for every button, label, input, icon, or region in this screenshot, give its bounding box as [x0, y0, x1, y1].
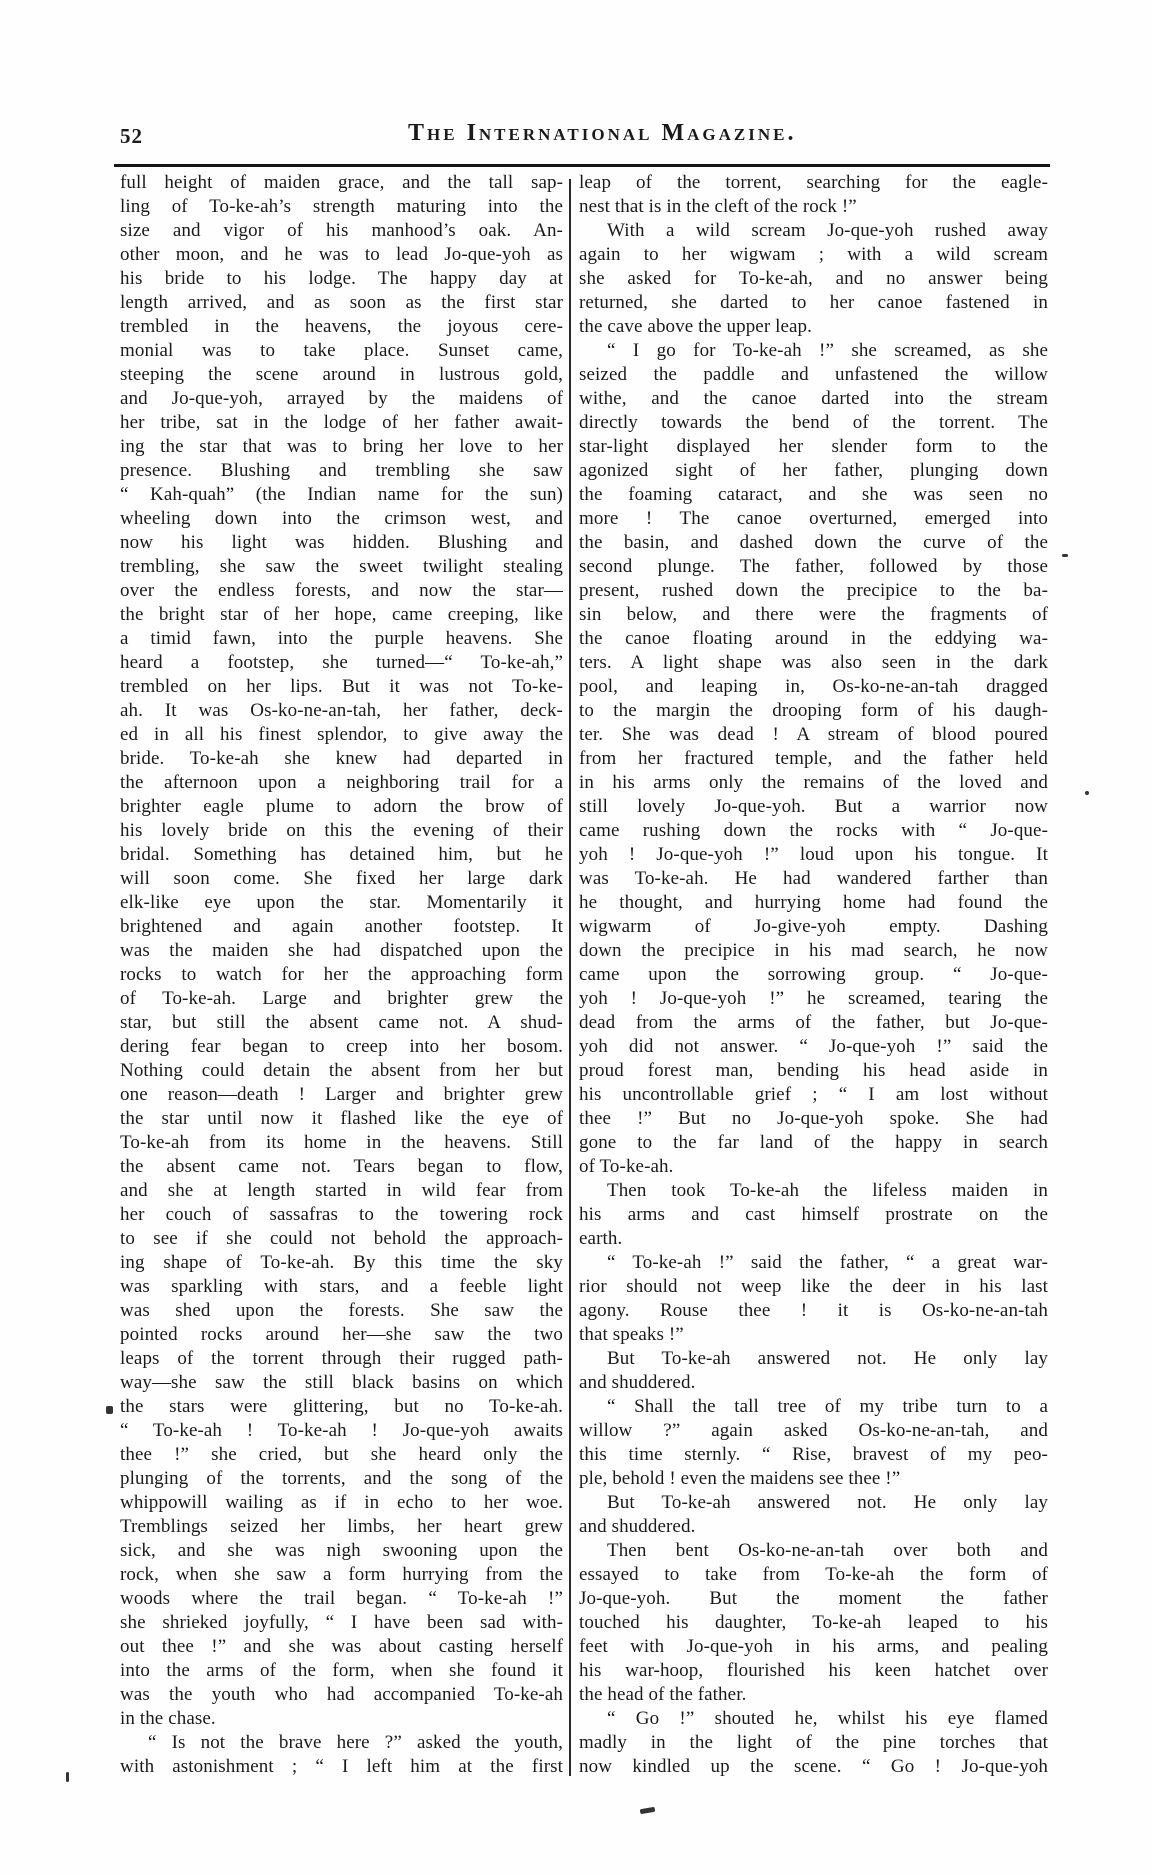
text-line: ing the star that was to bring her love to her: [120, 436, 563, 457]
text-line: still lovely Jo-que-yoh. But a warrior now: [579, 796, 1048, 817]
text-line: feet with Jo-que-yoh in his arms, and pealing: [579, 1636, 1048, 1657]
text-line: to the margin the drooping form of his daugh-: [579, 700, 1048, 721]
text-line: now kindled up the scene. “ Go ! Jo-que-yoh: [579, 1756, 1048, 1777]
text-line: ah. It was Os-ko-ne-an-tah, her father, deck-: [120, 700, 563, 721]
text-line: the afternoon upon a neighboring trail for a: [120, 772, 563, 793]
text-line: she shrieked joyfully, “ I have been sad with-: [120, 1612, 563, 1633]
text-line: ling of To-ke-ah’s strength maturing into the: [120, 196, 563, 217]
ink-speck: [1062, 554, 1068, 557]
ink-speck: [640, 1807, 656, 1815]
text-line: that speaks !”: [579, 1324, 684, 1345]
text-line: “ I go for To-ke-ah !” she screamed, as she: [607, 340, 1048, 361]
text-line: yoh ! Jo-que-yoh !” loud upon his tongue. It: [579, 844, 1048, 865]
text-line: madly in the light of the pine torches that: [579, 1732, 1048, 1753]
text-line: leap of the torrent, searching for the eagle-: [579, 172, 1048, 193]
text-line: essayed to take from To-ke-ah the form of: [579, 1564, 1048, 1585]
text-line: she asked for To-ke-ah, and no answer being: [579, 268, 1048, 289]
text-line: yoh did not answer. “ Jo-que-yoh !” said the: [579, 1036, 1048, 1057]
text-line: to see if she could not behold the approach-: [120, 1228, 563, 1249]
text-line: was To-ke-ah. He had wandered farther than: [579, 868, 1048, 889]
text-line: more ! The canoe overturned, emerged into: [579, 508, 1048, 529]
text-line: bridal. Something has detained him, but he: [120, 844, 563, 865]
text-line: in the chase.: [120, 1708, 216, 1729]
text-line: nest that is in the cleft of the rock !”: [579, 196, 857, 217]
text-line: elk-like eye upon the star. Momentarily it: [120, 892, 563, 913]
text-line: trembled in the heavens, the joyous cere-: [120, 316, 563, 337]
text-line: full height of maiden grace, and the tall sap-: [120, 172, 563, 193]
text-line: Then bent Os-ko-ne-an-tah over both and: [607, 1540, 1048, 1561]
left-text-column: [120, 171, 563, 1779]
magazine-title: The International Magazine.: [408, 120, 797, 146]
text-line: trembled on her lips. But it was not To-ke-: [120, 676, 563, 697]
text-line: “ Kah-quah” (the Indian name for the sun): [120, 484, 563, 505]
text-line: from her fractured temple, and the father held: [579, 748, 1048, 769]
text-line: one reason—death ! Larger and brighter grew: [120, 1084, 563, 1105]
text-line: will soon come. She fixed her large dark: [120, 868, 563, 889]
text-line: wheeling down into the crimson west, and: [120, 508, 563, 529]
text-line: bride. To-ke-ah she knew had departed in: [120, 748, 563, 769]
text-line: dering fear began to creep into her bosom.: [120, 1036, 563, 1057]
text-line: “ To-ke-ah ! To-ke-ah ! Jo-que-yoh awaits: [120, 1420, 563, 1441]
text-line: yoh ! Jo-que-yoh !” he screamed, tearing the: [579, 988, 1048, 1009]
text-line: heard a footstep, she turned—“ To-ke-ah,”: [120, 652, 563, 673]
text-line: came rushing down the rocks with “ Jo-que-: [579, 820, 1048, 841]
right-text-column: [579, 171, 1048, 1779]
text-line: ter. She was dead ! A stream of blood poured: [579, 724, 1048, 745]
text-line: plunging of the torrents, and the song of the: [120, 1468, 563, 1489]
text-line: star-light displayed her slender form to the: [579, 436, 1048, 457]
ink-speck: [1085, 791, 1089, 795]
text-line: With a wild scream Jo-que-yoh rushed away: [607, 220, 1048, 241]
text-line: proud forest man, bending his head aside in: [579, 1060, 1048, 1081]
text-line: agonized sight of her father, plunging down: [579, 460, 1048, 481]
text-line: was the maiden she had dispatched upon the: [120, 940, 563, 961]
text-line: her tribe, sat in the lodge of her father await-: [120, 412, 563, 433]
text-line: ed in all his finest splendor, to give away the: [120, 724, 563, 745]
text-line: Then took To-ke-ah the lifeless maiden in: [607, 1180, 1048, 1201]
text-line: his war-hoop, flourished his keen hatchet over: [579, 1660, 1048, 1681]
text-line: size and vigor of his manhood’s oak. An-: [120, 220, 563, 241]
text-line: his arms and cast himself prostrate on the: [579, 1204, 1048, 1225]
text-line: sin below, and there were the fragments of: [579, 604, 1048, 625]
text-line: gone to the far land of the happy in search: [579, 1132, 1048, 1153]
text-line: “ To-ke-ah !” said the father, “ a great war-: [607, 1252, 1048, 1273]
text-line: pointed rocks around her—she saw the two: [120, 1324, 563, 1345]
text-line: the star until now it flashed like the eye of: [120, 1108, 563, 1129]
text-line: directly towards the bend of the torrent. The: [579, 412, 1048, 433]
text-line: the head of the father.: [579, 1684, 747, 1705]
text-line: agony. Rouse thee ! it is Os-ko-ne-an-tah: [579, 1300, 1048, 1321]
text-line: whippowill wailing as if in echo to her woe.: [120, 1492, 563, 1513]
text-line: seized the paddle and unfastened the willow: [579, 364, 1048, 385]
text-line: thee !” But no Jo-que-yoh spoke. She had: [579, 1108, 1048, 1129]
text-line: ters. A light shape was also seen in the dark: [579, 652, 1048, 673]
text-line: his bride to his lodge. The happy day at: [120, 268, 563, 289]
text-line: of To-ke-ah.: [579, 1156, 674, 1177]
text-line: To-ke-ah from its home in the heavens. Still: [120, 1132, 563, 1153]
text-line: the stars were glittering, but no To-ke-ah.: [120, 1396, 563, 1417]
ink-speck: [66, 1772, 69, 1782]
text-line: star, but still the absent came not. A shud-: [120, 1012, 563, 1033]
text-line: out thee !” and she was about casting herself: [120, 1636, 563, 1657]
text-line: trembling, she saw the sweet twilight stealing: [120, 556, 563, 577]
text-line: now his light was hidden. Blushing and: [120, 532, 563, 553]
text-line: was the youth who had accompanied To-ke-ah: [120, 1684, 563, 1705]
text-line: and shuddered.: [579, 1516, 696, 1537]
text-line: came upon the sorrowing group. “ Jo-que-: [579, 964, 1048, 985]
text-line: he thought, and hurrying home had found the: [579, 892, 1048, 913]
text-line: Nothing could detain the absent from her but: [120, 1060, 563, 1081]
header-rule: [114, 164, 1050, 167]
text-line: her couch of sassafras to the towering rock: [120, 1204, 563, 1225]
text-line: the foaming cataract, and she was seen no: [579, 484, 1048, 505]
text-line: Jo-que-yoh. But the moment the father: [579, 1588, 1048, 1609]
text-line: brighter eagle plume to adorn the brow of: [120, 796, 563, 817]
text-line: ple, behold ! even the maidens see thee !”: [579, 1468, 901, 1489]
text-line: woods where the trail began. “ To-ke-ah !”: [120, 1588, 563, 1609]
text-line: But To-ke-ah answered not. He only lay: [607, 1492, 1048, 1513]
text-line: was sparkling with stars, and a feeble light: [120, 1276, 563, 1297]
text-line: his uncontrollable grief ; “ I am lost without: [579, 1084, 1048, 1105]
text-line: “ Shall the tall tree of my tribe turn to a: [607, 1396, 1048, 1417]
text-line: rocks to watch for her the approaching form: [120, 964, 563, 985]
text-line: and Jo-que-yoh, arrayed by the maidens of: [120, 388, 563, 409]
text-line: again to her wigwam ; with a wild scream: [579, 244, 1048, 265]
text-line: earth.: [579, 1228, 623, 1249]
column-divider-rule: [569, 179, 571, 1776]
text-line: returned, she darted to her canoe fastened in: [579, 292, 1048, 313]
text-line: rock, when she saw a form hurrying from the: [120, 1564, 563, 1585]
text-line: the bright star of her hope, came creeping, like: [120, 604, 563, 625]
text-line: But To-ke-ah answered not. He only lay: [607, 1348, 1048, 1369]
text-line: “ Go !” shouted he, whilst his eye flamed: [607, 1708, 1048, 1729]
text-line: into the arms of the form, when she found it: [120, 1660, 563, 1681]
ink-speck: [106, 1406, 113, 1414]
text-line: Tremblings seized her limbs, her heart grew: [120, 1516, 563, 1537]
page-number: 52: [120, 124, 143, 148]
text-line: “ Is not the brave here ?” asked the youth,: [148, 1732, 563, 1753]
text-line: of To-ke-ah. Large and brighter grew the: [120, 988, 563, 1009]
text-line: present, rushed down the precipice to the ba-: [579, 580, 1048, 601]
text-line: over the endless forests, and now the star—: [120, 580, 563, 601]
text-line: length arrived, and as soon as the first star: [120, 292, 563, 313]
text-line: the cave above the upper leap.: [579, 316, 812, 337]
text-line: wigwarm of Jo-give-yoh empty. Dashing: [579, 916, 1048, 937]
text-line: the canoe floating around in the eddying wa-: [579, 628, 1048, 649]
text-line: in his arms only the remains of the loved and: [579, 772, 1048, 793]
text-line: was shed upon the forests. She saw the: [120, 1300, 563, 1321]
text-line: his lovely bride on this the evening of their: [120, 820, 563, 841]
text-line: sick, and she was nigh swooning upon the: [120, 1540, 563, 1561]
text-line: a timid fawn, into the purple heavens. She: [120, 628, 563, 649]
text-line: leaps of the torrent through their rugged path-: [120, 1348, 563, 1369]
text-line: and she at length started in wild fear from: [120, 1180, 563, 1201]
text-line: presence. Blushing and trembling she saw: [120, 460, 563, 481]
text-line: with astonishment ; “ I left him at the first: [120, 1756, 563, 1777]
text-line: and shuddered.: [579, 1372, 696, 1393]
text-line: touched his daughter, To-ke-ah leaped to his: [579, 1612, 1048, 1633]
text-line: brightened and again another footstep. It: [120, 916, 563, 937]
text-line: ing shape of To-ke-ah. By this time the sky: [120, 1252, 563, 1273]
text-line: second plunge. The father, followed by those: [579, 556, 1048, 577]
text-line: steeping the scene around in lustrous gold,: [120, 364, 563, 385]
text-line: withe, and the canoe darted into the stream: [579, 388, 1048, 409]
text-line: rior should not weep like the deer in his last: [579, 1276, 1048, 1297]
text-line: willow ?” again asked Os-ko-ne-an-tah, and: [579, 1420, 1048, 1441]
text-line: this time sternly. “ Rise, bravest of my peo-: [579, 1444, 1048, 1465]
text-line: the absent came not. Tears began to flow,: [120, 1156, 563, 1177]
text-line: dead from the arms of the father, but Jo-que-: [579, 1012, 1048, 1033]
text-line: monial was to take place. Sunset came,: [120, 340, 563, 361]
text-line: way—she saw the still black basins on which: [120, 1372, 563, 1393]
text-line: the basin, and dashed down the curve of the: [579, 532, 1048, 553]
text-line: other moon, and he was to lead Jo-que-yoh as: [120, 244, 563, 265]
text-line: thee !” she cried, but she heard only the: [120, 1444, 563, 1465]
text-line: pool, and leaping in, Os-ko-ne-an-tah dragged: [579, 676, 1048, 697]
text-line: down the precipice in his mad search, he now: [579, 940, 1048, 961]
